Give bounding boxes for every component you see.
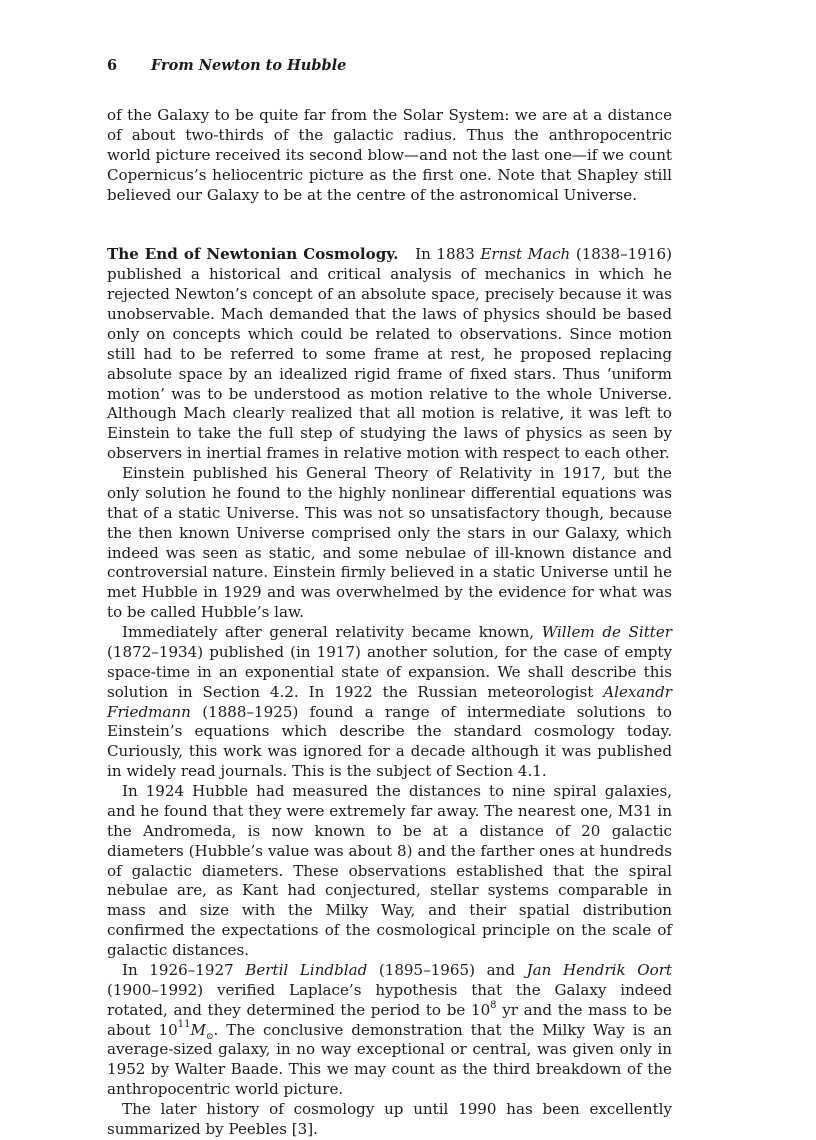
paragraph-mach: The End of Newtonian Cosmology. In 1883 Ernst Mach (1838–1916) published a historical and critical analysis of mechanics in which he rejected Newton’s concept of an absolute space, precisely because it was unobservable. Mach demanded that the laws of physics should be based only on concepts which could be related to observations. Since motion still had to be referred to some frame at rest, he proposed replacing absolute space by an idealized rigid frame of fixed stars. Thus ‘uniform motion’ was to be understood as motion relative to the whole Universe. Although Mach clearly realized that all motion is relative, it was left to Einstein to take the full step of studying the laws of physics as seen by observers in inertial frames in relative motion with respect to each other. (107, 245, 672, 463)
section-heading: The End of Newtonian Cosmology. (107, 245, 399, 264)
running-head (107, 56, 672, 76)
section-spacer (107, 205, 672, 245)
exponent: 11 (177, 1019, 191, 1031)
solar-mass-symbol: M (190, 1020, 206, 1039)
paragraph-de-sitter: Immediately after general relativity became known, Willem de Sitter (1872–1934) published (in 1917) another solution, for the case of empty space-time in an exponential state of expansion. We shall describe this solution in Section 4.2. In 1922 the Russian meteorologist Alexandr Friedmann (1888–1925) found a range of intermediate solutions to Einstein’s equations which describe the standard cosmology today. Curiously, this work was ignored for a decade although it was published in widely read journals. This is the subject of Section 4.1. (107, 623, 672, 781)
paragraph-continued: of the Galaxy to be quite far from the Solar System: we are at a distance of about two-thirds of the galactic radius. Thus the anthropocentric world picture received its second blow—and not the last one—if we count Copernicus’s heliocentric picture as the first one. Note that Shapley still believed our Galaxy to be at the centre of the astronomical Universe. (107, 106, 672, 204)
person-name: Alexandr Friedmann (107, 682, 672, 721)
person-name: Jan Hendrik Oort (526, 960, 672, 979)
person-name: Ernst Mach (480, 245, 571, 264)
paragraph-peebles: The later history of cosmology up until 1990 has been excellently summarized by Peebles [3]. (107, 1100, 672, 1138)
paragraph-einstein: Einstein published his General Theory of Relativity in 1917, but the only solution he found to the highly nonlinear differential equations was that of a static Universe. This was not so unsatisfactory though, because the then known Universe comprised only the stars in our Galaxy, which indeed was seen as static, and some nebulae of ill-known distance and controversial nature. Einstein firmly believed in a static Universe until he met Hubble in 1929 and was overwhelmed by the evidence for what was to be called Hubble’s law. (107, 464, 672, 622)
running-title: From Newton to Hubble (151, 57, 347, 74)
page (107, 56, 672, 1140)
paragraph-hubble: In 1924 Hubble had measured the distances to nine spiral galaxies, and he found that they were extremely far away. The nearest one, M31 in the Andromeda, is now known to be at a distance of 20 galactic diameters (Hubble’s value was about 8) and the farther ones at hundreds of galactic diameters. These observations established that the spiral nebulae are, as Kant had conjectured, stellar systems comparable in mass and size with the Milky Way, and their spatial distribution confirmed the expectations of the cosmological principle on the scale of galactic distances. (107, 782, 672, 959)
sun-symbol: ⊙ (205, 1031, 214, 1042)
person-name: Bertil Lindblad (245, 960, 368, 979)
exponent: 8 (490, 999, 497, 1011)
person-name: Willem de Sitter (541, 623, 672, 641)
page-number: 6 (107, 57, 118, 74)
paragraph-lindblad-oort: In 1926–1927 Bertil Lindblad (1895–1965) and Jan Hendrik Oort (1900–1992) verified Laplace’s hypothesis that the Galaxy indeed rotated, and they determined the period to be $10^8$ yr and the mass to be about $10^{11}M_⊙$. The conclusive demonstration that the Milky Way is an average-sized galaxy, in no way exceptional or central, was given only in 1952 by Walter Baade. This we may count as the third breakdown of the anthropocentric world picture. (107, 960, 672, 1099)
